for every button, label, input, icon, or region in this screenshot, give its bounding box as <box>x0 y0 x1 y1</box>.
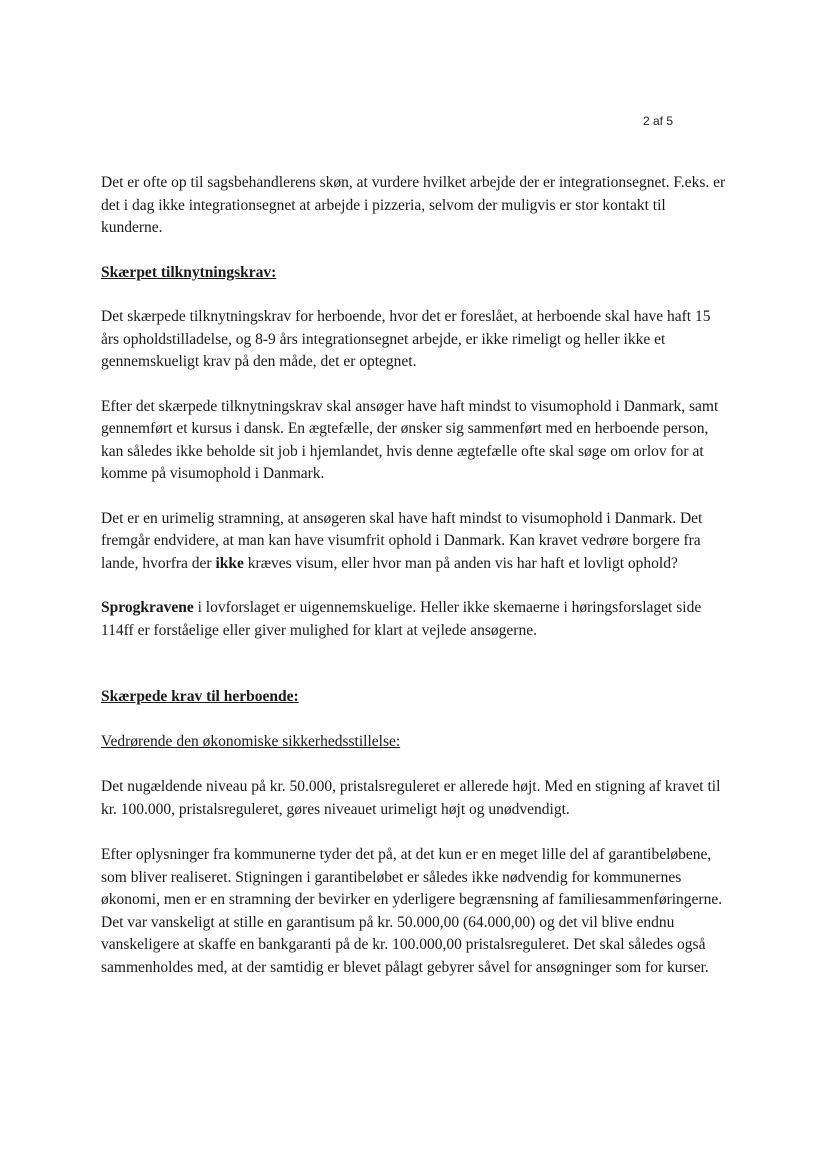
paragraph-stramning <box>101 508 731 576</box>
emphasis-sprogkravene: Sprogkravene <box>101 599 194 616</box>
paragraph-sprogkrav-rest: i lovforslaget er uigennemskuelige. Heller ikke skemaerne i høringsforslaget side 114ff er forståelige eller giver mulighed for klart at vejlede ansøgerne. <box>101 599 702 639</box>
paragraph-stramning-part-1: Det er en urimelig stramning, at ansøgeren skal have haft mindst to visumophold i Danmark. Det fremgår endvidere, at man kan have visumfrit ophold i Danmark. Kan kravet vedrøre borgere fra lande, hvorfra der <box>101 509 703 572</box>
page-number: 2 af 5 <box>643 114 674 128</box>
heading-krav-herboende: Skærpede krav til herboende: <box>101 688 299 705</box>
heading-tilknytningskrav: Skærpet tilknytningskrav: <box>101 263 277 281</box>
paragraph-kommunerne: Efter oplysninger fra kommunerne tyder det på, at det kun er en meget lille del af garantibeløbene, som bliver realiseret. Stigningen i garantibeløbet er således ikke nødvendig for kommunernes økonomi, men er en stramning der bevirker en yderligere begrænsning af familiesammenføringerne. Det var vanskeligt at stille en garantisum på kr. 50.000,00 (64.000,00) og det vil blive endnu vanskeligere at skaffe en bankgaranti på de kr. 100.000,00 pristalsreguleret. Det skal således også sammenholdes med, at der samtidig er blevet pålagt gebyrer såvel for ansøgninger som for kurser. <box>101 846 723 976</box>
document-body <box>101 172 731 979</box>
paragraph-niveau: Det nugældende niveau på kr. 50.000, pristalsreguleret er allerede højt. Med en stigning af kravet til kr. 100.000, pristalsreguleret, gøres niveauet urimeligt højt og unødvendigt. <box>101 778 721 818</box>
paragraph-sprogkrav <box>101 597 731 642</box>
subheading-sikkerhedsstillelse: Vedrørende den økonomiske sikkerhedsstillelse: <box>101 732 401 750</box>
paragraph-stramning-part-2: kræves visum, eller hvor man på anden vis har haft et lovligt ophold? <box>243 554 678 572</box>
emphasis-ikke: ikke <box>215 554 244 572</box>
paragraph-integration-judgement: Det er ofte op til sagsbehandlerens skøn, at vurdere hvilket arbejde der er integrationsegnet. F.eks. er det i dag ikke integrationsegnet at arbejde i pizzeria, selvom der muligvis er stor kontakt til kunderne. <box>101 174 726 236</box>
paragraph-visumophold: Efter det skærpede tilknytningskrav skal ansøger have haft mindst to visumophold i Danmark, samt gennemført et kursus i dansk. En ægtefælle, der ønsker sig sammenført med en herboende person, kan således ikke beholde sit job i hjemlandet, hvis denne ægtefælle ofte skal søge om orlov for at komme på visumophold i Danmark. <box>101 397 719 482</box>
paragraph-tilknytningskrav: Det skærpede tilknytningskrav for herboende, hvor det er foreslået, at herboende skal have haft 15 års opholdstilladelse, og 8-9 års integrationsegnet arbejde, er ikke rimeligt og heller ikke et gennemskueligt krav på den måde, det er optegnet. <box>101 308 711 370</box>
